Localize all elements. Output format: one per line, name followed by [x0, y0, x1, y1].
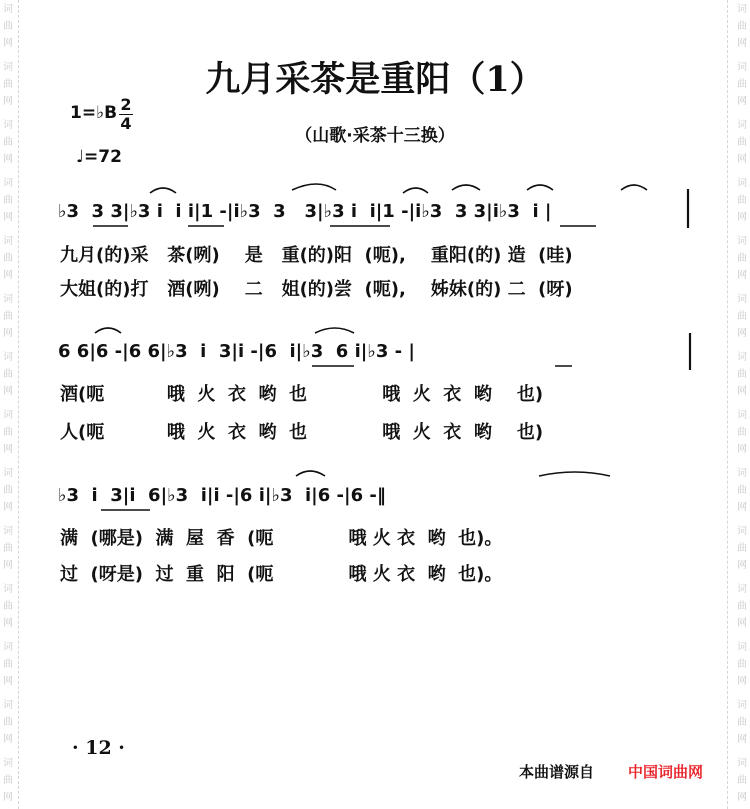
- watermark-glyph: 网: [3, 618, 13, 629]
- lyrics-line-2-verse-1: 酒(呃 哦 火 衣 哟 也 哦 火 衣 哟 也): [60, 384, 544, 405]
- watermark-glyph: 网: [737, 212, 747, 223]
- watermark-glyph: 曲: [737, 369, 747, 380]
- source-label: 本曲谱源自: [519, 763, 595, 781]
- watermark-glyph: 网: [737, 502, 747, 513]
- watermark-glyph: 词: [3, 62, 13, 73]
- watermark-glyph: 网: [3, 734, 13, 745]
- slur-mark: [150, 188, 176, 193]
- watermark-glyph: 曲: [3, 369, 13, 380]
- watermark-glyph: 词: [3, 526, 13, 537]
- watermark-glyph: 网: [737, 444, 747, 455]
- slur-mark: [452, 185, 480, 190]
- watermark-glyph: 曲: [737, 311, 747, 322]
- watermark-glyph: 词: [3, 700, 13, 711]
- watermark-glyph: 曲: [3, 195, 13, 206]
- watermark-glyph: 曲: [3, 427, 13, 438]
- watermark-glyph: 网: [3, 386, 13, 397]
- lyrics-line-2-verse-2: 人(呃 哦 火 衣 哟 也 哦 火 衣 哟 也): [60, 422, 544, 443]
- watermark-glyph: 曲: [737, 253, 747, 264]
- lyrics-line-3-verse-2: 过 (呀是) 过 重 阳 (呃 哦 火 衣 哟 也)。: [60, 564, 503, 585]
- time-signature-bottom: 4: [120, 114, 132, 133]
- watermark-glyph: 词: [3, 236, 13, 247]
- watermark-glyph: 词: [3, 758, 13, 769]
- slur-mark: [296, 471, 325, 476]
- key-signature: 1=♭B: [70, 103, 118, 123]
- slur-mark: [315, 328, 354, 333]
- watermark-glyph: 曲: [3, 21, 13, 32]
- song-title: 九月采茶是重阳（1）: [205, 59, 545, 100]
- watermark-glyph: 网: [3, 502, 13, 513]
- time-signature-top: 2: [120, 95, 132, 114]
- watermark-glyph: 词: [3, 178, 13, 189]
- watermark-glyph: 词: [3, 352, 13, 363]
- watermark-glyph: 网: [3, 792, 13, 803]
- watermark-glyph: 词: [3, 584, 13, 595]
- watermark-glyph: 词: [3, 468, 13, 479]
- notation-line-2: 6 6|6 -|6 6|♭3 i 3|i -|6 i|♭3 6 i|♭3 - |: [58, 341, 415, 362]
- watermark-glyph: 曲: [737, 775, 747, 786]
- source-site-link[interactable]: 中国词曲网: [628, 763, 704, 781]
- watermark-glyph: 曲: [3, 659, 13, 670]
- watermark-glyph: 词: [3, 410, 13, 421]
- watermark-glyph: 网: [3, 444, 13, 455]
- watermark-glyph: 曲: [3, 717, 13, 728]
- watermark-glyph: 词: [737, 294, 747, 305]
- watermark-glyph: 曲: [3, 601, 13, 612]
- watermark-glyph: 曲: [3, 253, 13, 264]
- watermark-glyph: 曲: [737, 543, 747, 554]
- watermark-glyph: 曲: [737, 717, 747, 728]
- watermark-glyph: 曲: [737, 659, 747, 670]
- watermark-glyph: 曲: [737, 601, 747, 612]
- watermark-glyph: 网: [737, 38, 747, 49]
- lyrics-line-1-verse-2: 大姐(的)打 酒(咧) 二 姐(的)尝 (呃), 姊妹(的) 二 (呀): [60, 279, 573, 300]
- slur-mark: [621, 185, 647, 190]
- watermark-glyph: 词: [3, 294, 13, 305]
- watermark-glyph: 网: [737, 154, 747, 165]
- watermark-glyph: 曲: [737, 137, 747, 148]
- watermark-glyph: 曲: [3, 543, 13, 554]
- slur-mark: [403, 188, 428, 193]
- page-number: · 12 ·: [72, 737, 125, 759]
- watermark-glyph: 网: [737, 792, 747, 803]
- watermark-glyph: 网: [3, 560, 13, 571]
- watermark-glyph: 曲: [737, 79, 747, 90]
- time-signature: [118, 96, 134, 133]
- watermark-glyph: 网: [3, 212, 13, 223]
- watermark-glyph: 词: [737, 642, 747, 653]
- watermark-glyph: 曲: [3, 775, 13, 786]
- watermark-glyph: 曲: [3, 137, 13, 148]
- lyrics-line-3-verse-1: 满 (哪是) 满 屋 香 (呃 哦 火 衣 哟 也)。: [60, 528, 503, 549]
- watermark-glyph: 网: [737, 386, 747, 397]
- watermark-glyph: 词: [737, 352, 747, 363]
- watermark-glyph: 网: [3, 270, 13, 281]
- watermark-glyph: 网: [3, 38, 13, 49]
- slur-mark: [292, 184, 336, 190]
- watermark-glyph: 网: [737, 328, 747, 339]
- watermark-glyph: 网: [737, 676, 747, 687]
- watermark-glyph: 词: [737, 700, 747, 711]
- watermark-glyph: 词: [3, 4, 13, 15]
- watermark-glyph: 网: [737, 560, 747, 571]
- notation-line-1: ♭3 3 3|♭3 i i i|1 -|i♭3 3 3|♭3 i i|1 -|i♭3 3 3|i♭3 i |: [58, 201, 552, 222]
- watermark-glyph: 词: [737, 62, 747, 73]
- watermark-glyph: 词: [737, 120, 747, 131]
- watermark-glyph: 曲: [737, 485, 747, 496]
- watermark-glyph: 曲: [3, 485, 13, 496]
- watermark-glyph: 词: [3, 120, 13, 131]
- tempo-marking: ♩=72: [76, 147, 122, 167]
- watermark-glyph: 词: [3, 642, 13, 653]
- watermark-glyph: 曲: [3, 311, 13, 322]
- watermark-glyph: 曲: [737, 195, 747, 206]
- watermark-glyph: 网: [737, 734, 747, 745]
- slur-mark: [95, 328, 121, 333]
- watermark-glyph: 网: [737, 270, 747, 281]
- watermark-glyph: 网: [737, 618, 747, 629]
- watermark-glyph: 词: [737, 526, 747, 537]
- lyrics-line-1-verse-1: 九月(的)采 茶(咧) 是 重(的)阳 (呃), 重阳(的) 造 (哇): [60, 245, 573, 266]
- watermark-glyph: 网: [3, 676, 13, 687]
- slur-mark: [527, 185, 553, 190]
- watermark-glyph: 网: [3, 328, 13, 339]
- watermark-glyph: 词: [737, 758, 747, 769]
- notation-line-3: ♭3 i 3|i 6|♭3 i|i -|6 i|♭3 i|6 -|6 -‖: [58, 485, 386, 506]
- watermark-glyph: 曲: [3, 79, 13, 90]
- watermark-glyph: 词: [737, 236, 747, 247]
- watermark-glyph: 词: [737, 468, 747, 479]
- watermark-glyph: 曲: [737, 427, 747, 438]
- watermark-glyph: 网: [737, 96, 747, 107]
- watermark-glyph: 网: [3, 96, 13, 107]
- slur-mark: [539, 472, 610, 476]
- watermark-glyph: 网: [3, 154, 13, 165]
- watermark-glyph: 词: [737, 584, 747, 595]
- song-subtitle: （山歌·采茶十三换）: [295, 126, 455, 146]
- watermark-glyph: 曲: [737, 21, 747, 32]
- watermark-glyph: 词: [737, 4, 747, 15]
- watermark-glyph: 词: [737, 410, 747, 421]
- watermark-glyph: 词: [737, 178, 747, 189]
